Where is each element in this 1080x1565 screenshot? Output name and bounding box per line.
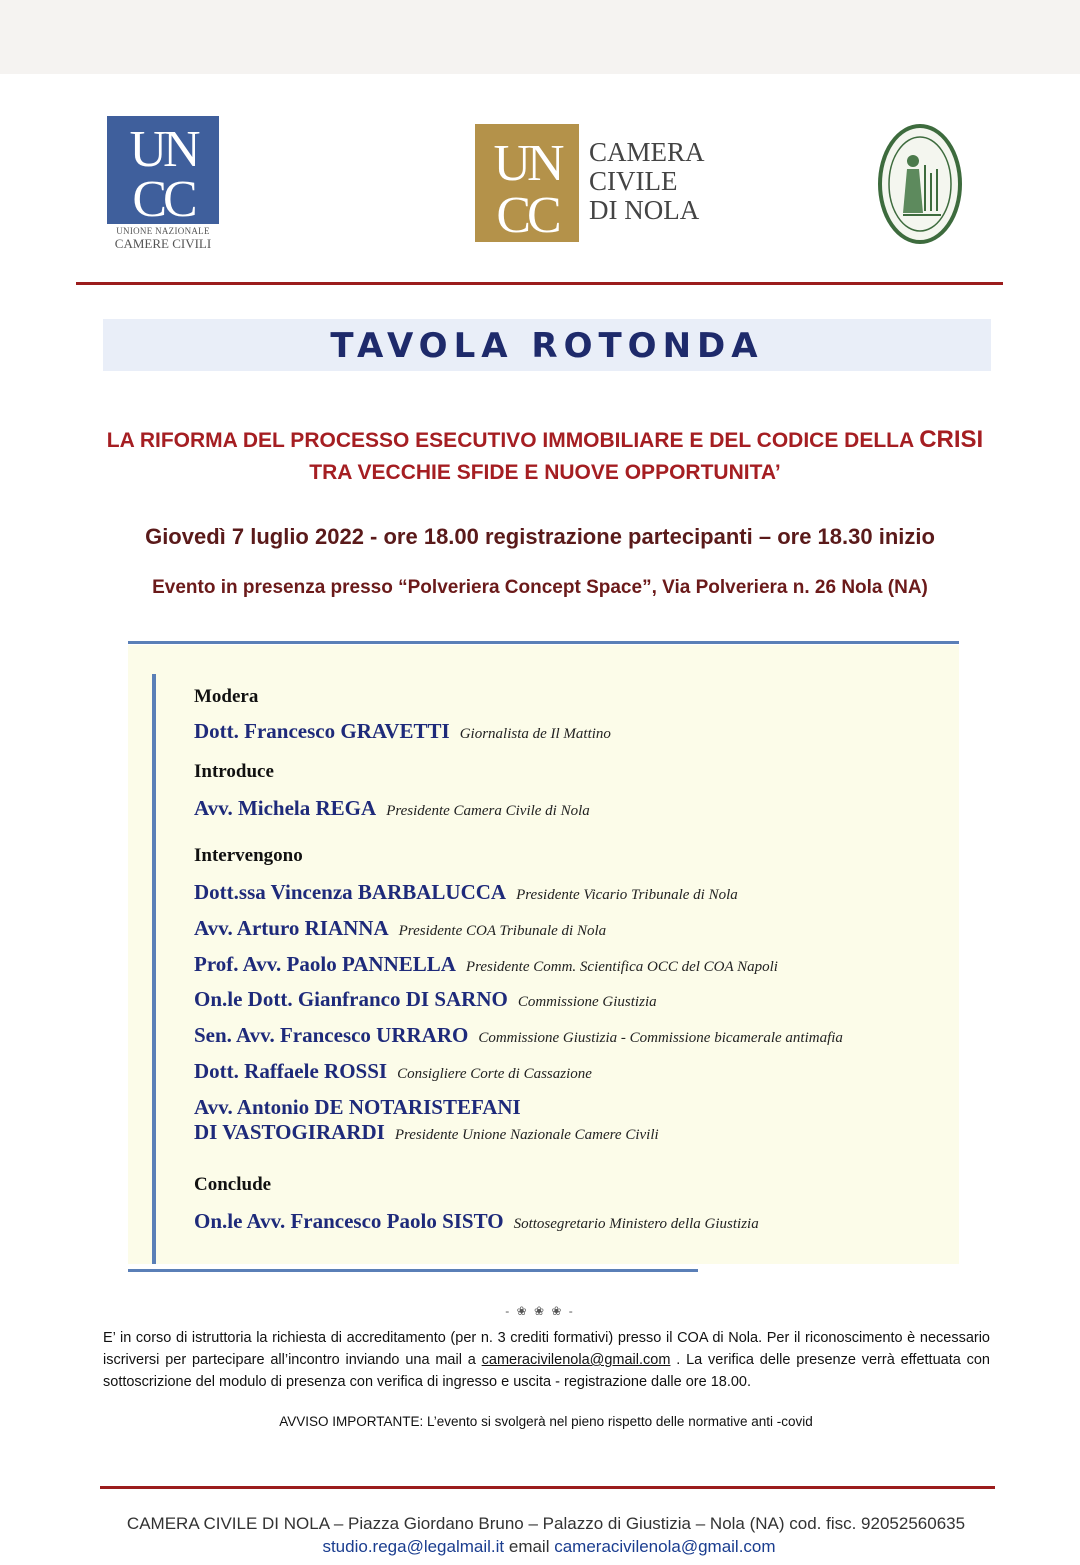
footer-email-link-1[interactable]: studio.rega@legalmail.it [322, 1537, 509, 1556]
top-band [0, 0, 1080, 74]
speaker-desc: Commissione Giustizia - Commissione bicamerale antimafia [478, 1030, 843, 1046]
program-panel-bottom-border [128, 1269, 698, 1272]
speaker-row [194, 1120, 659, 1145]
uncc-letters-graphic [107, 116, 219, 224]
speaker-row [194, 987, 657, 1012]
speaker-name: On.le Avv. Francesco Paolo SISTO [194, 1209, 504, 1233]
accreditation-email-link[interactable]: cameracivilenola@gmail.com [481, 1352, 671, 1368]
speaker-row [194, 1209, 759, 1234]
ccn-letters-graphic [475, 124, 579, 242]
speaker-row [194, 719, 611, 744]
program-panel-top-border [128, 641, 959, 644]
subtitle-emphasis: CRISI [919, 426, 984, 453]
bar-association-seal [877, 123, 963, 245]
covid-notice: AVVISO IMPORTANTE: L’evento si svolgerà nel pieno rispetto delle normative anti -covid [279, 1414, 813, 1429]
camera-civile-nola-logo [475, 124, 715, 242]
uncc-logo [107, 116, 219, 254]
speaker-name: Dott. Raffaele ROSSI [194, 1059, 388, 1083]
uncc-logo-subtitle-1: UNIONE NAZIONALE [116, 226, 210, 236]
program-panel-left-border [152, 674, 156, 1264]
svg-text:UN: UN [129, 121, 197, 178]
speaker-name: Dott. Francesco GRAVETTI [194, 719, 450, 743]
footer-email-label: email [508, 1537, 550, 1556]
speaker-desc: Presidente Unione Nazionale Camere Civili [394, 1127, 659, 1143]
speaker-desc: Sottosegretario Ministero della Giustizia [513, 1216, 759, 1232]
role-conclude: Conclude [194, 1174, 272, 1195]
speaker-row [194, 1059, 592, 1084]
speaker-desc: Consigliere Corte di Cassazione [397, 1066, 592, 1082]
header-rule [76, 282, 1003, 285]
speaker-desc: Presidente Comm. Scientifica OCC del COA Napoli [465, 959, 778, 975]
accreditation-text-a: E’ in corso di istruttoria la richiesta di accreditamento (per n. 3 crediti formativi) presso il COA di Nola. Per il riconoscimento è necessario iscriversi per partecipare all’incontro inviando una mail a [103, 1330, 990, 1368]
speaker-name: Sen. Avv. Francesco URRARO [194, 1023, 469, 1047]
accreditation-paragraph [103, 1327, 990, 1393]
ccn-logo-line-1: CAMERA [589, 137, 705, 167]
ccn-logo-mark [475, 124, 579, 242]
speaker-row [194, 796, 590, 821]
role-intervengono: Intervengono [194, 845, 303, 866]
footer-address: CAMERA CIVILE DI NOLA – Piazza Giordano Bruno – Palazzo di Giustizia – Nola (NA) cod. fisc. 92052560635 [126, 1514, 966, 1533]
page-title: TAVOLA ROTONDA [330, 326, 764, 366]
ccn-logo-text [589, 138, 705, 225]
uncc-logo-subtitle-2: CAMERE CIVILI [114, 236, 212, 251]
speaker-desc: Presidente Vicario Tribunale di Nola [516, 887, 738, 903]
speaker-row [194, 1095, 521, 1120]
speaker-name: Avv. Antonio DE NOTARISTEFANI [194, 1095, 521, 1119]
speaker-desc: Commissione Giustizia [517, 994, 657, 1010]
svg-text:CC: CC [132, 171, 194, 224]
speaker-row [194, 952, 778, 977]
subtitle-text: LA RIFORMA DEL PROCESSO ESECUTIVO IMMOBILIARE E DEL CODICE DELLA [106, 429, 914, 452]
event-venue: Evento in presenza presso “Polveriera Concept Space”, Via Polveriera n. 26 Nola (NA) [152, 577, 928, 598]
footer-contacts [0, 1537, 1080, 1557]
uncc-logo-mark [107, 116, 219, 224]
role-modera: Modera [194, 686, 259, 707]
speaker-desc: Presidente COA Tribunale di Nola [398, 923, 607, 939]
speaker-row [194, 880, 738, 905]
event-date: Giovedì 7 luglio 2022 - ore 18.00 registrazione partecipanti – ore 18.30 inizio [145, 524, 935, 549]
seal-graphic [877, 123, 963, 245]
footer-rule [100, 1486, 995, 1489]
footer-email-link-2[interactable]: cameracivilenola@gmail.com [549, 1537, 776, 1556]
speaker-row [194, 916, 606, 941]
speaker-name: Dott.ssa Vincenza BARBALUCCA [194, 880, 507, 904]
ccn-logo-line-2: CIVILE [589, 166, 678, 196]
speaker-name: On.le Dott. Gianfranco DI SARNO [194, 987, 508, 1011]
event-subtitle-line-2: TRA VECCHIE SFIDE E NUOVE OPPORTUNITA’ [309, 461, 781, 484]
speaker-row [194, 1023, 843, 1048]
speaker-desc: Presidente Camera Civile di Nola [386, 803, 590, 819]
svg-text:UN: UN [493, 135, 561, 192]
svg-text:CC: CC [496, 187, 558, 242]
role-introduce: Introduce [194, 761, 274, 782]
event-subtitle-line-1 [60, 426, 1030, 454]
accreditation-text-b: . La verifica delle presenze verrà effettuata con sottoscrizione del modulo di presenza con verifica di ingresso e uscita - registrazione dalle ore 18.00. [103, 1352, 990, 1390]
section-separator: - ❀ ❀ ❀ - [505, 1304, 575, 1318]
speaker-name: Avv. Arturo RIANNA [194, 916, 389, 940]
speaker-desc: Giornalista de Il Mattino [459, 726, 611, 742]
ccn-logo-line-3: DI NOLA [589, 195, 700, 225]
speaker-name-cont: DI VASTOGIRARDI [194, 1120, 385, 1144]
speaker-name: Avv. Michela REGA [194, 796, 377, 820]
speaker-name: Prof. Avv. Paolo PANNELLA [194, 952, 456, 976]
